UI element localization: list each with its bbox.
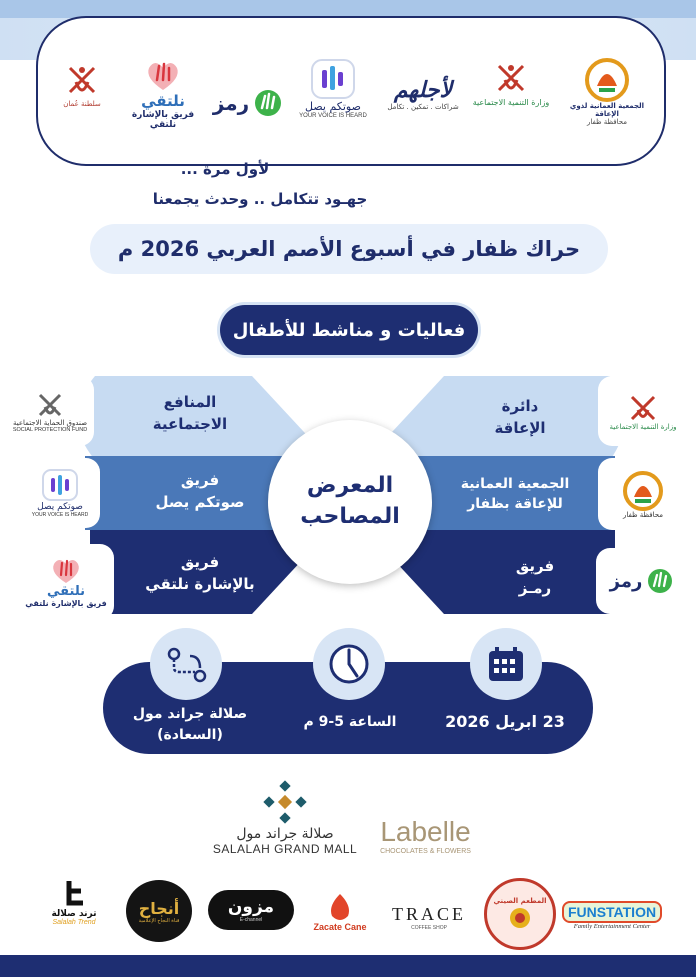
association-logo bbox=[564, 56, 650, 126]
row-left-2-line-1: فريق bbox=[180, 471, 220, 489]
anjah-name: أنجاح bbox=[138, 898, 180, 918]
row-left-3-line-2: بالإشارة نلتقي bbox=[145, 574, 255, 593]
clock-icon bbox=[327, 642, 371, 686]
mazoon-logo bbox=[208, 890, 294, 930]
row-right-3-line-2: رمـز bbox=[518, 578, 552, 597]
row-left-1-line-1: المنافع bbox=[163, 393, 217, 411]
zacate-logo bbox=[306, 880, 374, 944]
mazoon-name: مزون bbox=[227, 897, 275, 917]
event-place-line-2: (السعادة) bbox=[157, 727, 223, 743]
salalah-mall-logo bbox=[205, 772, 365, 862]
trend-mark-icon bbox=[61, 879, 87, 909]
sawtukum-name: صوتكم يصل bbox=[305, 100, 361, 113]
salalah-trend-en: Salalah Trend bbox=[52, 918, 96, 926]
center-line-1: المعرض bbox=[306, 473, 394, 499]
ramz-logo bbox=[208, 88, 288, 118]
association-name: الجمعية العمانية لذوي الإعاقة bbox=[569, 102, 645, 118]
funstation-name: FUNSTATION bbox=[562, 901, 662, 923]
naltaqi-name: نلتقي bbox=[141, 92, 185, 110]
sound-bars-icon bbox=[310, 58, 356, 100]
row-left-3-label bbox=[120, 552, 280, 596]
row-left-1-line-2: الاجتماعية bbox=[152, 414, 228, 433]
ramz-name: رمز bbox=[212, 91, 250, 115]
row-right-2-line-2: للإعاقة بظفار bbox=[467, 496, 563, 513]
event-date: 23 ابريل 2026 bbox=[445, 712, 565, 731]
sawtukum-row-logo bbox=[20, 458, 100, 528]
labelle-sub: CHOCOLATES & FLOWERS bbox=[380, 847, 471, 855]
sawtukum-logo bbox=[288, 58, 378, 119]
sultanate-logo bbox=[42, 60, 122, 108]
calendar-icon bbox=[486, 645, 526, 683]
omani-emblem-icon bbox=[491, 58, 531, 98]
heart-hand-icon bbox=[143, 58, 183, 92]
clock-badge bbox=[313, 628, 385, 700]
route-badge bbox=[150, 628, 222, 700]
row-left-2-label bbox=[120, 470, 280, 514]
funstation-sub: Family Entertainment Center bbox=[573, 922, 651, 930]
hand-icon bbox=[253, 88, 283, 118]
trace-logo bbox=[384, 900, 474, 934]
dragon-icon bbox=[507, 905, 533, 931]
anjah-logo bbox=[126, 880, 192, 942]
event-place bbox=[110, 704, 270, 746]
association-row-logo bbox=[598, 458, 688, 530]
ministry-social-name: وزارة التنمية الاجتماعية bbox=[472, 98, 550, 107]
mazoon-sub: E-channel bbox=[239, 917, 263, 923]
event-time: الساعة 5-9 م bbox=[303, 714, 397, 730]
sawtukum-slogan: YOUR VOICE IS HEARD bbox=[299, 113, 367, 119]
omani-emblem-icon bbox=[62, 60, 102, 100]
footer-band bbox=[0, 955, 696, 977]
funstation-logo bbox=[560, 892, 664, 938]
row-right-1-line-1: دائرة bbox=[501, 397, 539, 415]
row-right-1-line-2: الإعاقة bbox=[494, 418, 546, 437]
ministry-social-logo bbox=[468, 58, 554, 107]
association-emblem-icon bbox=[579, 56, 635, 102]
center-line-2: المصاحب bbox=[300, 504, 400, 529]
salalah-mall-en: SALALAH GRAND MALL bbox=[212, 842, 358, 856]
naltaqi-row-logo bbox=[18, 544, 114, 620]
omani-emblem-icon bbox=[34, 389, 66, 419]
row-right-1-label bbox=[445, 396, 595, 440]
row-right-2-label bbox=[430, 474, 600, 515]
row-left-1-label bbox=[120, 392, 260, 436]
sound-bars-icon bbox=[41, 468, 79, 502]
ministry-row-logo bbox=[598, 376, 688, 446]
naltaqi-caption: فريق بالإشارة نلتقي bbox=[131, 110, 195, 130]
protection-fund-logo bbox=[6, 376, 94, 446]
hand-icon bbox=[646, 567, 674, 595]
labelle-logo bbox=[368, 810, 483, 860]
center-circle bbox=[268, 420, 432, 584]
sawtukum-row-ar: صوتكم يصل bbox=[37, 502, 83, 512]
association-row-caption: محافظة ظفار bbox=[622, 511, 664, 519]
event-place-line-1: صلالة جراند مول bbox=[132, 706, 248, 722]
chinese-restaurant-name: المطعم الصيني bbox=[493, 897, 547, 905]
protection-fund-ar: صندوق الحماية الاجتماعية bbox=[12, 419, 88, 427]
protection-fund-en: SOCIAL PROTECTION FUND bbox=[12, 427, 88, 433]
tagline-second: جهـود تتكامل .. وحدث يجمعنا bbox=[152, 190, 368, 208]
tagline-first: لأول مرة ... bbox=[180, 160, 270, 178]
row-right-2-line-1: الجمعية العمانية bbox=[460, 476, 570, 492]
partners-card bbox=[36, 16, 666, 166]
trace-sub: COFFEE SHOP bbox=[411, 924, 447, 931]
row-right-3-label bbox=[470, 556, 600, 600]
salalah-mall-ar: صلالة جراند مول bbox=[236, 826, 334, 842]
row-left-3-line-1: فريق bbox=[180, 553, 220, 571]
zacate-name: Zacate Cane bbox=[313, 922, 367, 932]
row-right-3-line-1: فريق bbox=[515, 557, 555, 575]
row-left-2-line-2: صوتكم يصل bbox=[155, 492, 245, 511]
omani-emblem-icon bbox=[626, 391, 660, 423]
association-emblem-icon bbox=[619, 469, 667, 511]
ajlahm-name: لأجلهم bbox=[393, 78, 453, 103]
ramz-row-logo bbox=[596, 548, 688, 614]
association-region: محافظة ظفار bbox=[586, 118, 628, 126]
location-route-icon bbox=[162, 642, 210, 686]
sultanate-name: سلطنة عُمان bbox=[63, 100, 101, 108]
anjah-sub: قناة النجاح الإعلامية bbox=[138, 917, 180, 924]
headline: حراك ظفار في أسبوع الأصم العربي 2026 م bbox=[90, 224, 608, 274]
trace-name: TRACE bbox=[392, 903, 467, 924]
labelle-name: Labelle bbox=[380, 815, 471, 847]
calendar-badge bbox=[470, 628, 542, 700]
ajlahm-logo bbox=[378, 78, 468, 111]
flame-icon bbox=[322, 892, 358, 922]
naltaqi-row-caption: فريق بالإشارة نلتقي bbox=[25, 599, 107, 608]
heart-hand-icon bbox=[49, 556, 83, 584]
ministry-row-ar: وزارة التنمية الاجتماعية bbox=[609, 423, 677, 431]
naltaqi-row-ar: نلتقي bbox=[47, 584, 86, 599]
chinese-restaurant-logo bbox=[484, 878, 556, 950]
ramz-row-ar: رمز bbox=[609, 570, 643, 592]
ajlahm-slogan: شراكات . تمكين . تكامل bbox=[387, 103, 459, 111]
section-title: فعاليات و مناشط للأطفال bbox=[220, 305, 478, 355]
salalah-trend-ar: ترند صلالة bbox=[51, 908, 97, 919]
star-ornament-icon bbox=[261, 778, 309, 826]
salalah-trend-logo bbox=[34, 870, 114, 934]
sawtukum-row-en: YOUR VOICE IS HEARD bbox=[31, 512, 89, 518]
naltaqi-logo bbox=[118, 58, 208, 130]
